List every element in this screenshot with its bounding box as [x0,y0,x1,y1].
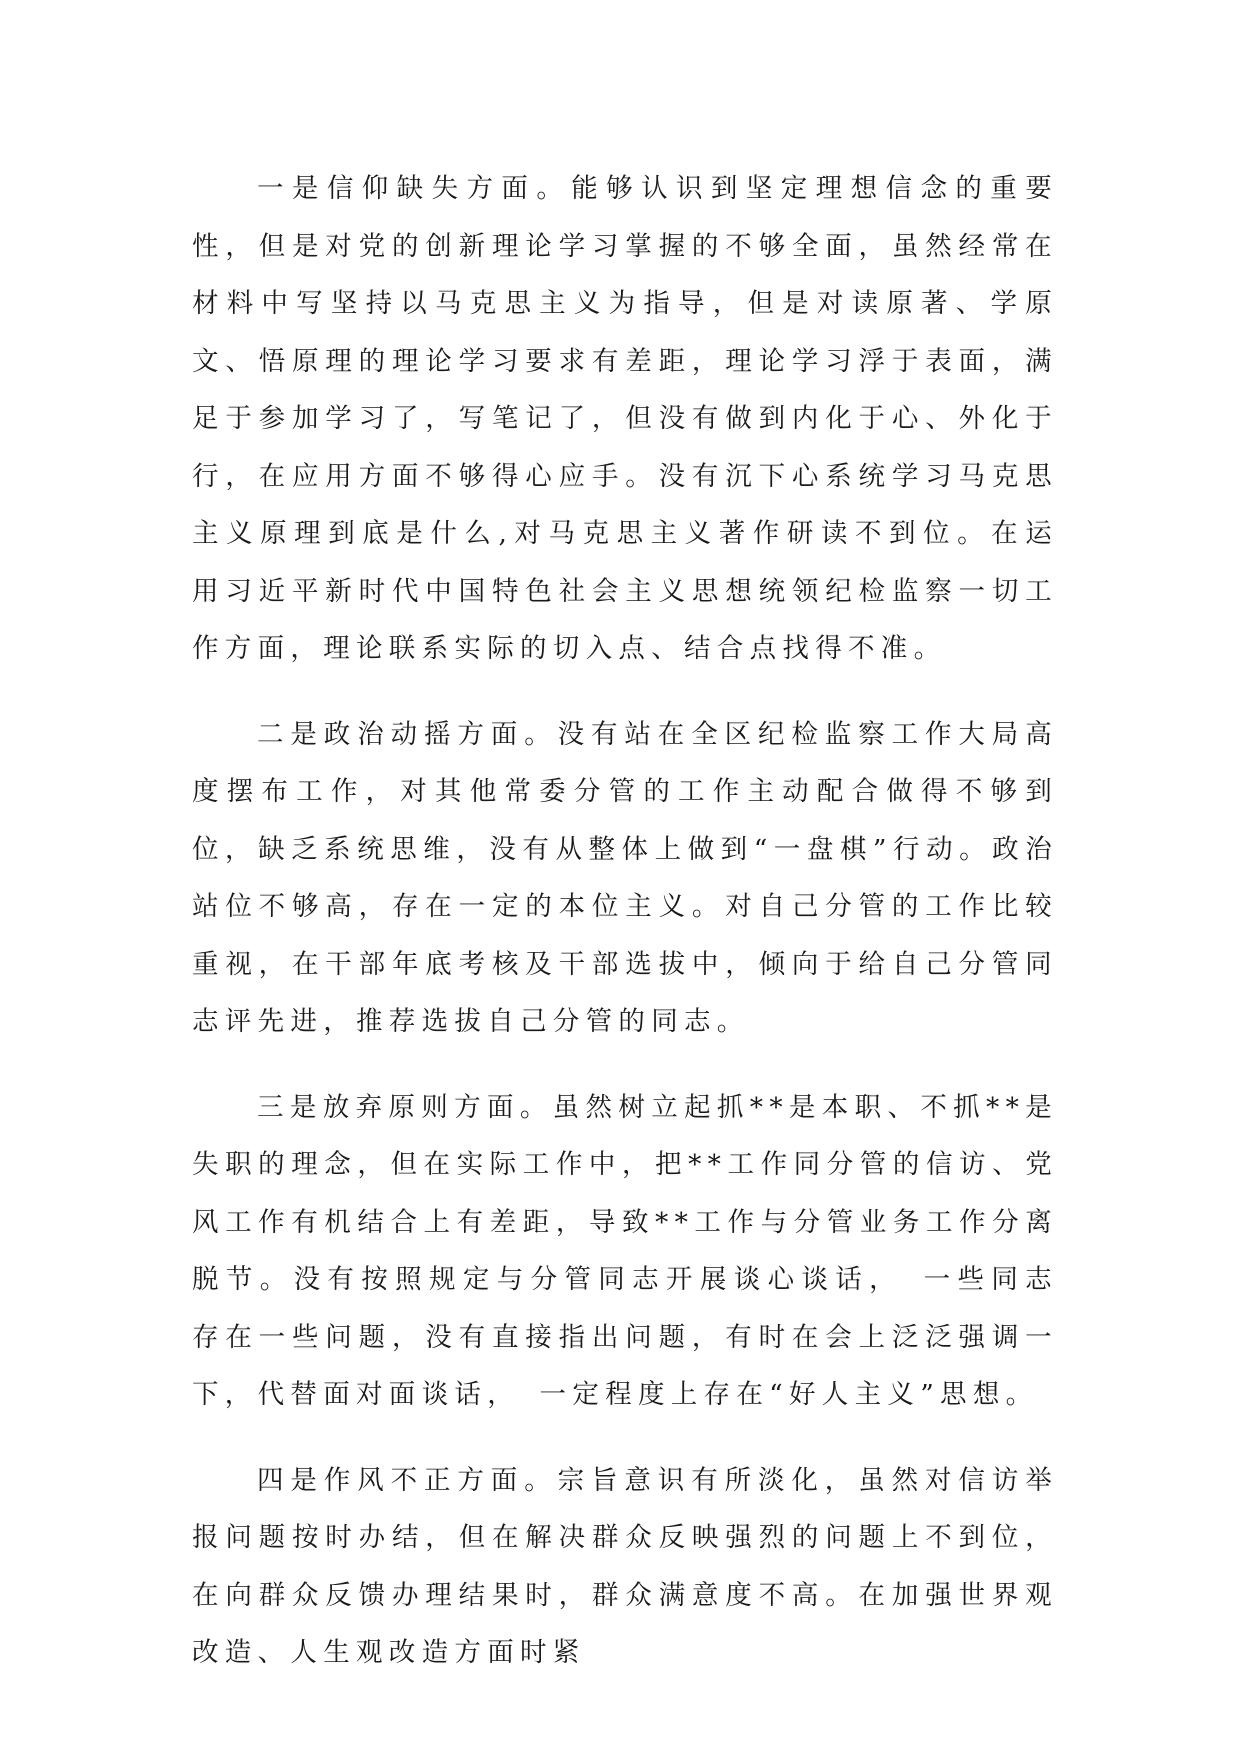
paragraph-principles: 三是放弃原则方面。虽然树立起抓**是本职、不抓**是失职的理念，但在实际工作中，把**工作同分管的信访、党风工作有机结合上有差距，导致**工作与分管业务工作分离脱节。没有按照规定与分管同志开展谈心谈话， 一些同志存在一些问题，没有直接指出问题，有时在会上泛泛强调一下，代替面对面谈话， 一定程度上存在“好人主义”思想。 [192,1091,1058,1410]
paragraph-politics: 二是政治动摇方面。没有站在全区纪检监察工作大局高度摆布工作，对其他常委分管的工作主动配合做得不够到位，缺乏系统思维，没有从整体上做到“一盘棋”行动。政治站位不够高，存在一定的本位主义。对自己分管的工作比较重视，在干部年底考核及干部选拔中，倾向于给自己分管同志评先进，推荐选拔自己分管的同志。 [192,718,1058,1037]
paragraph-work-style: 四是作风不正方面。宗旨意识有所淡化，虽然对信访举报问题按时办结，但在解决群众反映强烈的问题上不到位，在向群众反馈办理结果时，群众满意度不高。在加强世界观改造、人生观改造方面时紧 [192,1464,1058,1668]
document-body [192,160,1058,1710]
paragraph-faith: 一是信仰缺失方面。能够认识到坚定理想信念的重要性，但是对党的创新理论学习掌握的不够全面，虽然经常在材料中写坚持以马克思主义为指导，但是对读原著、学原文、悟原理的理论学习要求有差距，理论学习浮于表面，满足于参加学习了，写笔记了，但没有做到内化于心、外化于行，在应用方面不够得心应手。没有沉下心系统学习马克思主义原理到底是什么,对马克思主义著作研读不到位。在运用习近平新时代中国特色社会主义思想统领纪检监察一切工作方面，理论联系实际的切入点、结合点找得不准。 [192,173,1058,664]
